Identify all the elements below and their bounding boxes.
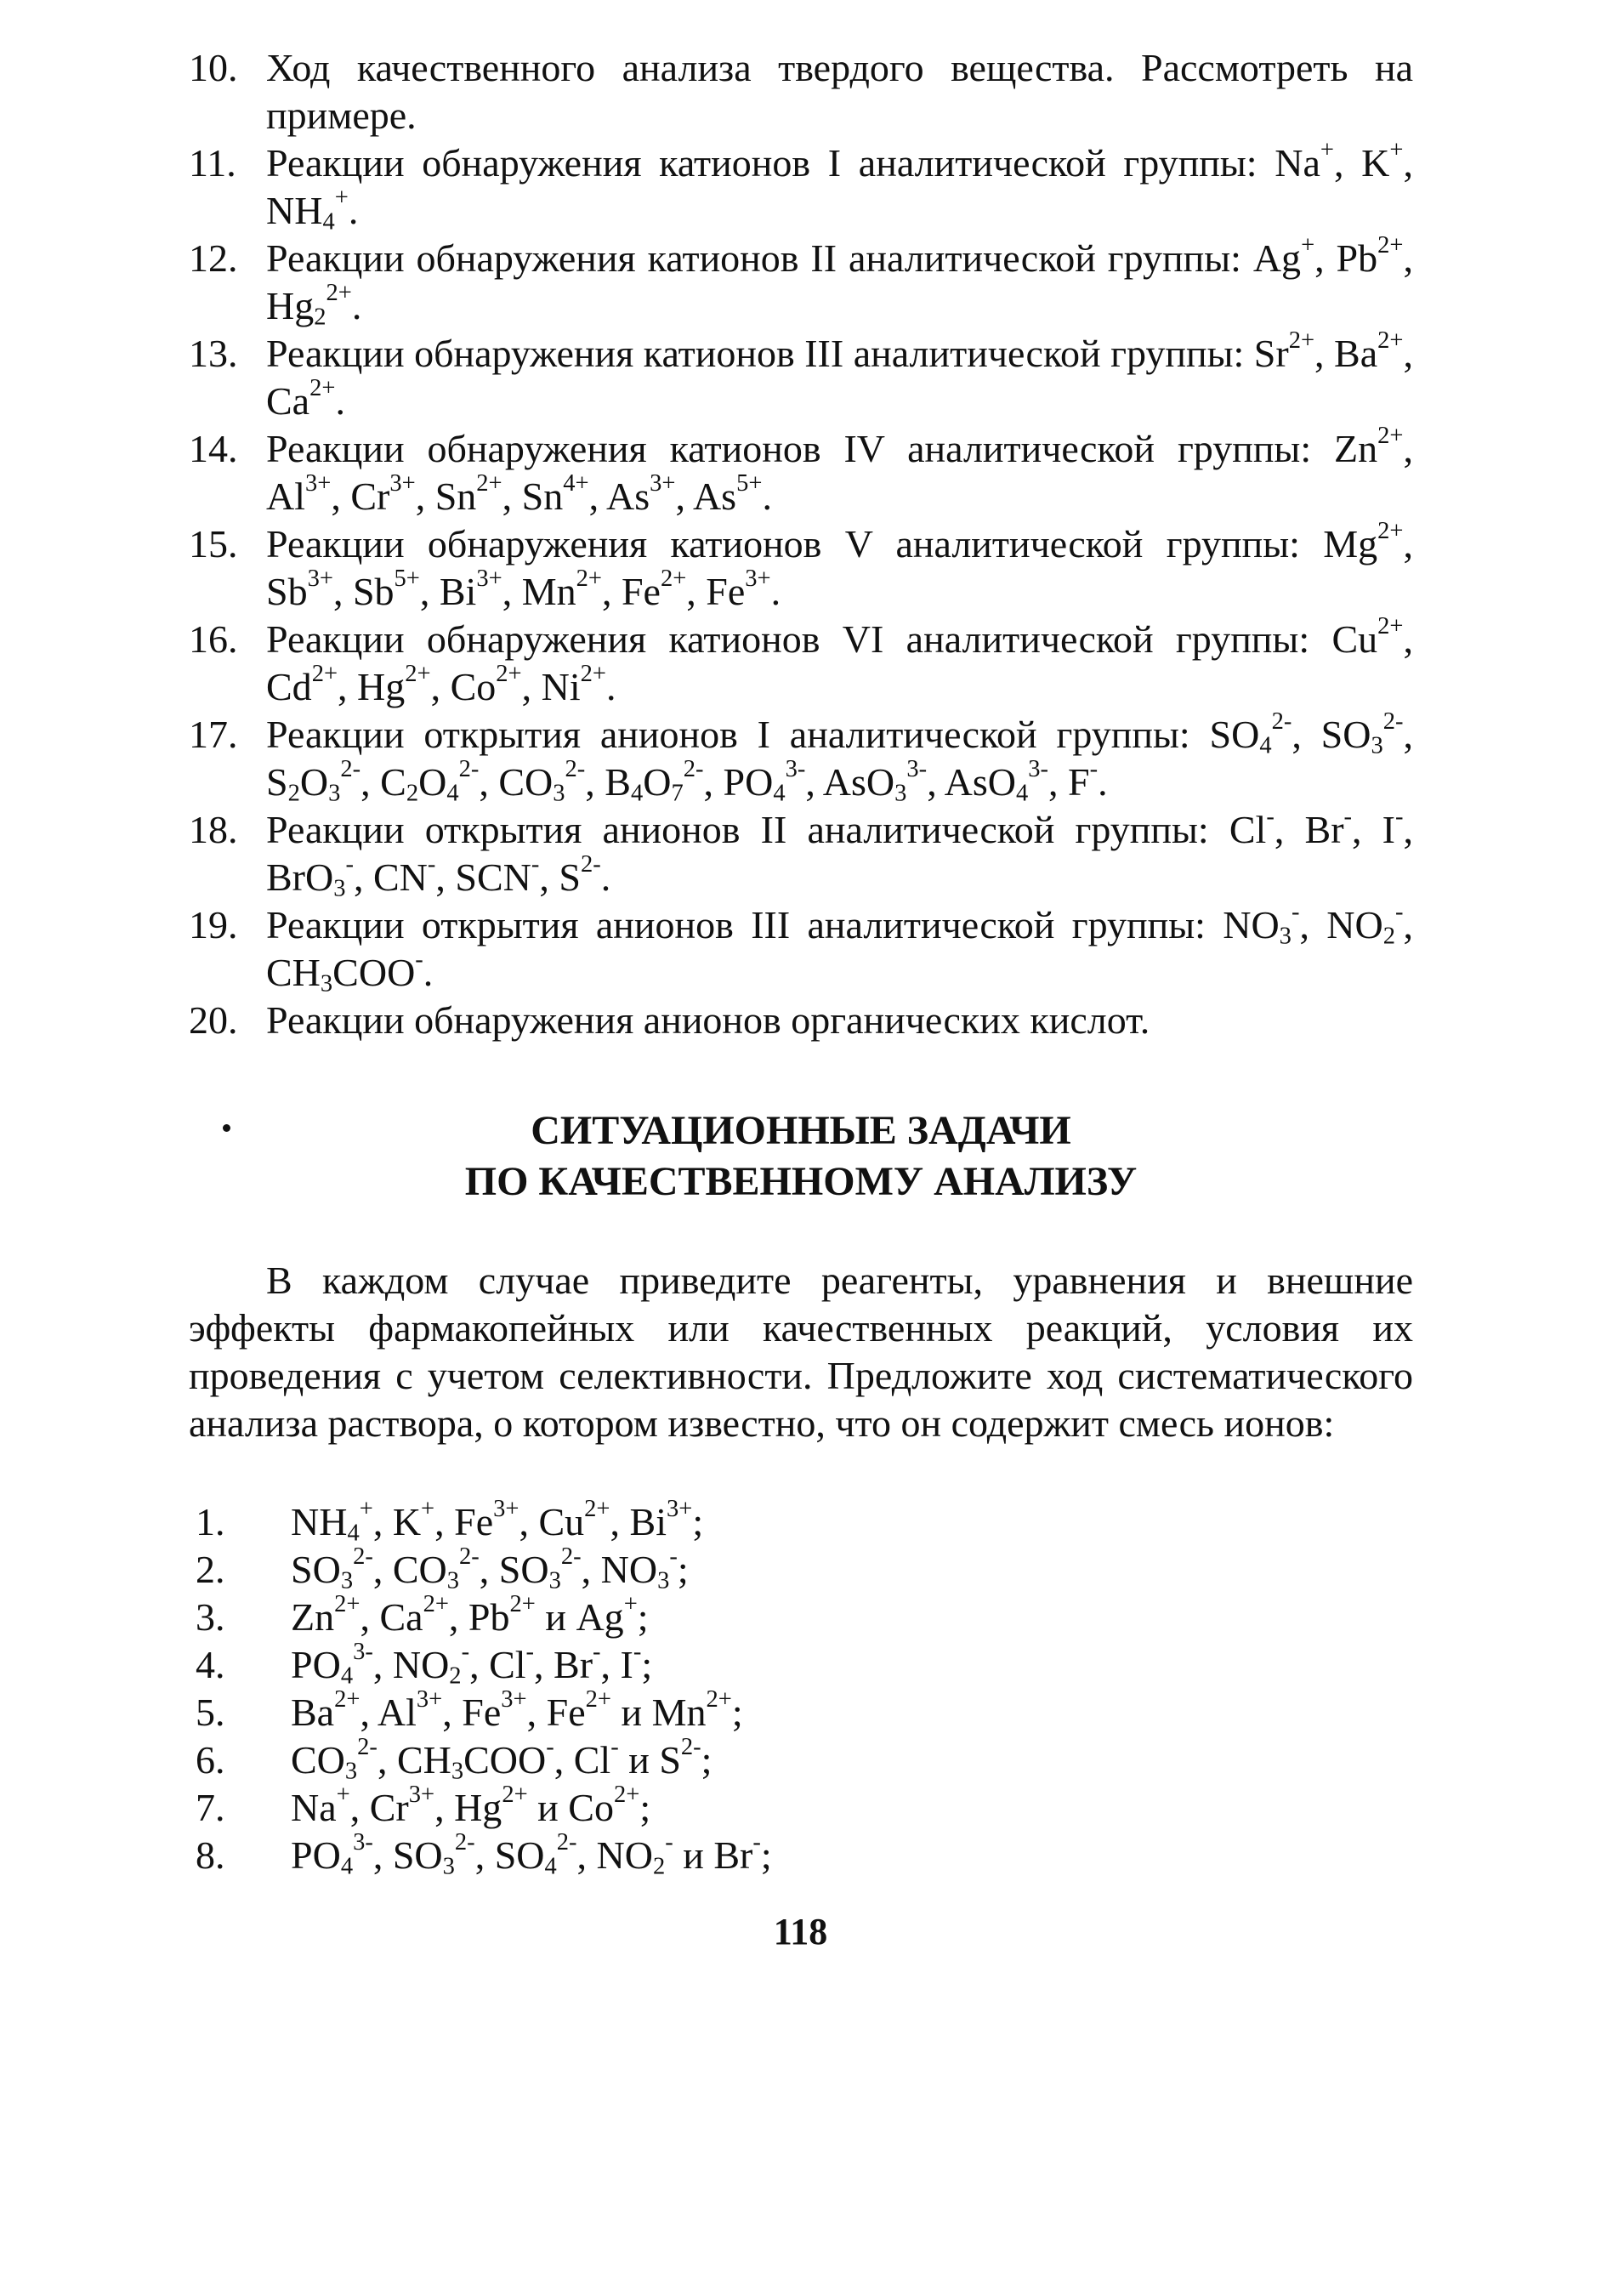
question-text: Реакции обнаружения анионов органических кислот. bbox=[266, 998, 1150, 1042]
question-item bbox=[189, 44, 1413, 139]
question-number: 19. bbox=[189, 903, 238, 946]
section-heading-line-1: СИТУАЦИОННЫЕ ЗАДАЧИ bbox=[531, 1108, 1071, 1153]
task-text: $Ba^{2+}$, $Al^{3+}$, $Fe^{3+}$, $Fe^{2+}$ и $Mn^{2+}$; bbox=[291, 1685, 743, 1734]
task-list bbox=[189, 1495, 1413, 1880]
task-text: Na+, $Cr^{3+}$, $Hg^{2+}$ и $Co^{2+}$; bbox=[291, 1781, 651, 1829]
task-number: 6. bbox=[196, 1738, 225, 1782]
question-text: Реакции открытия анионов II аналитической группы: Cl-, Br-, I-, BrO$_3$-, CN-, SCN-, $S^{2-}$. bbox=[266, 803, 1413, 902]
task-number: 4. bbox=[196, 1643, 225, 1686]
task-item bbox=[189, 1495, 1413, 1547]
question-list bbox=[189, 44, 1413, 1044]
task-item bbox=[189, 1590, 1413, 1641]
task-item bbox=[189, 1685, 1413, 1736]
task-text: $NH_4^+$, K+, $Fe^{3+}$, $Cu^{2+}$, $Bi^{3+}$; bbox=[291, 1495, 704, 1547]
question-number: 10. bbox=[189, 46, 238, 89]
question-item bbox=[189, 422, 1413, 520]
task-item bbox=[189, 1733, 1413, 1785]
question-number: 11. bbox=[189, 141, 236, 185]
task-item bbox=[189, 1781, 1413, 1832]
question-text: Реакции обнаружения катионов V аналитической группы: $Mg^{2+}$, $Sb^{3+}$, $Sb^{5+}$, $Bi^{3+}$, $Mn^{2+}$, $Fe^{2+}$, $Fe^{3+}$. bbox=[266, 517, 1413, 613]
task-number: 2. bbox=[196, 1548, 225, 1591]
question-number: 18. bbox=[189, 808, 238, 851]
task-number: 7. bbox=[196, 1786, 225, 1829]
question-text: Реакции обнаружения катионов IV аналитической группы: $Zn^{2+}$, $Al^{3+}$, $Cr^{3+}$, $Sn^{2+}$, $Sn^{4+}$, $As^{3+}$, $As^{5+}$. bbox=[266, 422, 1413, 518]
question-item bbox=[189, 612, 1413, 711]
task-number: 8. bbox=[196, 1833, 225, 1877]
question-number: 12. bbox=[189, 236, 238, 280]
question-item bbox=[189, 708, 1413, 807]
question-item bbox=[189, 136, 1413, 236]
question-number: 15. bbox=[189, 522, 238, 565]
question-number: 13. bbox=[189, 332, 238, 375]
task-text: $PO_4^{3-}$, $SO_3^{2-}$, $SO_4^{2-}$, $NO_2^-$ и Br-; bbox=[291, 1828, 772, 1880]
question-item bbox=[189, 898, 1413, 997]
question-number: 20. bbox=[189, 998, 238, 1042]
question-item bbox=[189, 327, 1413, 425]
task-text: $SO_3^{2-}$, $CO_3^{2-}$, $SO_3^{2-}$, $NO_3^-$; bbox=[291, 1543, 689, 1594]
question-number: 16. bbox=[189, 617, 238, 661]
task-text: $PO_4^{3-}$, $NO_2^-$, Cl-, Br-, I-; bbox=[291, 1638, 653, 1690]
intro-paragraph: В каждом случае приведите реагенты, уравнения и внешние эффекты фармакопейных или качественных реакций, условия их проведения с учетом селективности. Предложите ход систематического анализа раствора, о котором известно, что он содержит смесь ионов: bbox=[189, 1259, 1413, 1445]
task-item bbox=[189, 1543, 1413, 1594]
task-number: 3. bbox=[196, 1595, 225, 1639]
section-heading bbox=[189, 1105, 1413, 1208]
section-heading-line-2: ПО КАЧЕСТВЕННОМУ АНАЛИЗУ bbox=[464, 1159, 1138, 1204]
question-item bbox=[189, 997, 1413, 1044]
question-text: Ход качественного анализа твердого вещества. Рассмотреть на примере. bbox=[266, 46, 1413, 137]
question-item bbox=[189, 517, 1413, 616]
question-item bbox=[189, 803, 1413, 902]
question-number: 17. bbox=[189, 713, 238, 756]
task-item bbox=[189, 1638, 1413, 1690]
task-number: 1. bbox=[196, 1500, 225, 1543]
task-item bbox=[189, 1828, 1413, 1880]
question-text: Реакции обнаружения катионов I аналитической группы: Na+, K+, $NH_4^+$. bbox=[266, 136, 1413, 236]
question-text: Реакции обнаружения катионов VI аналитической группы: $Cu^{2+}$, $Cd^{2+}$, $Hg^{2+}$, $Co^{2+}$, $Ni^{2+}$. bbox=[266, 612, 1413, 708]
question-text: Реакции открытия анионов I аналитической группы: $SO_4^{2-}$, $SO_3^{2-}$, $S_2O_3^{2-}$, $C_2O_4^{2-}$, $CO_3^{2-}$, $B_4O_7^{2-}$, $PO_4^{3-}$, AsO$_3^{3-}$, AsO$_4^{3-}$, F-. bbox=[266, 708, 1413, 807]
task-text: $Zn^{2+}$, $Ca^{2+}$, $Pb^{2+}$ и Ag+; bbox=[291, 1590, 649, 1639]
question-text: Реакции открытия анионов III аналитической группы: $NO_3^-$, $NO_2^-$, $CH_3COO^-$. bbox=[266, 898, 1413, 997]
question-number: 14. bbox=[189, 427, 238, 470]
page-number: 118 bbox=[773, 1911, 828, 1952]
question-text: Реакции обнаружения катионов III аналитической группы: $Sr^{2+}$, $Ba^{2+}$, $Ca^{2+}$. bbox=[266, 327, 1413, 423]
question-item bbox=[189, 231, 1413, 331]
question-text: Реакции обнаружения катионов II аналитической группы: Ag+, $Pb^{2+}$, $Hg_2^{2+}$. bbox=[266, 231, 1413, 331]
task-text: $CO_3^{2-}$, $CH_3COO^-$, Cl- и $S^{2-}$; bbox=[291, 1733, 713, 1785]
task-number: 5. bbox=[196, 1691, 225, 1734]
